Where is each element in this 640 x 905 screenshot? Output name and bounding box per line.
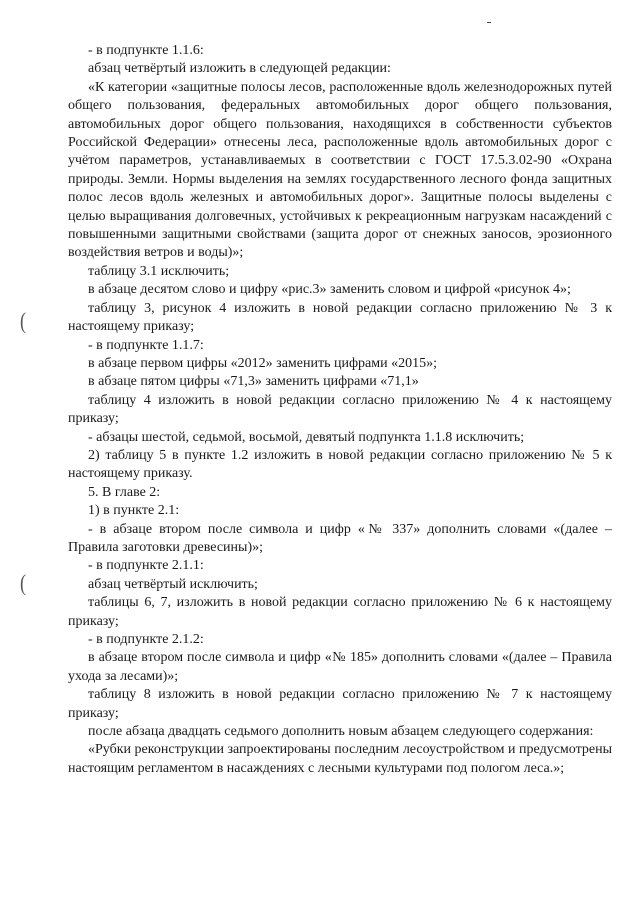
paragraph: таблицу 4 изложить в новой редакции согласно приложению № 4 к настоящему приказу;: [68, 392, 612, 427]
binding-hole-mark: (: [20, 569, 26, 596]
paragraph: - в абзаце втором после символа и цифр «№ 337» дополнить словами «(далее – Правила заготовки древесины)»;: [68, 521, 612, 555]
paragraph: - абзацы шестой, седьмой, восьмой, девятый подпункта 1.1.8 исключить;: [88, 429, 525, 445]
paragraph: - в подпункте 1.1.7:: [88, 337, 204, 353]
paragraph: абзац четвёртый исключить;: [88, 576, 258, 592]
paragraph: - в подпункте 2.1.2:: [88, 632, 204, 647]
binding-hole-mark: (: [20, 307, 26, 334]
paragraph: «Рубки реконструкции запроектированы последним лесоустройством и предусмотрены настоящим регламентом в насаждениях с лесными культурами под пологом леса.»;: [68, 742, 612, 776]
paragraph: таблицу 3.1 исключить;: [88, 263, 230, 279]
paragraph: 2) таблицу 5 в пункте 1.2 изложить в новой редакции согласно приложению № 5 к настоящему приказу.: [68, 447, 612, 482]
paragraph: в абзаце втором после символа и цифр «№ 185» дополнить словами «(далее – Правила ухода за лесами)»;: [68, 650, 612, 684]
scan-speck: [487, 22, 491, 23]
paragraph: в абзаце первом цифры «2012» заменить цифрами «2015»;: [88, 355, 437, 371]
paragraph: после абзаца двадцать седьмого дополнить новым абзацем следующего содержания:: [88, 724, 594, 740]
paragraph: таблицу 8 изложить в новой редакции согласно приложению № 7 к настоящему приказу;: [68, 687, 612, 721]
paragraph: абзац четвёртый изложить в следующей редакции:: [88, 61, 391, 77]
document-body: [68, 42, 612, 778]
paragraph: таблицы 6, 7, изложить в новой редакции согласно приложению № 6 к настоящему приказу;: [68, 595, 612, 629]
paragraph: 5. В главе 2:: [88, 484, 161, 500]
paragraph: 1) в пункте 2.1:: [88, 503, 180, 519]
paragraph: «К категории «защитные полосы лесов, расположенные вдоль железнодорожных путей общего пользования, федеральных автомобильных дорог общего пользования, автомобильных дорог общего пользования, находящихся в собственности субъектов Российской Федерации» отнесены леса, расположенные вдоль автомобильных дорог с учётом параметров, устанавливаемых в соответствии с ГОСТ 17.5.3.02-90 «Охрана природы. Земли. Нормы выделения на землях государственного лесного фонда защитных полос лесов вдоль железных и автомобильных дорог». Защитные полосы выделены с целью выращивания долговечных, устойчивых к рекреационным нагрузкам насаждений с повышенными защитными свойствами (защита дорог от снежных заносов, эрозионного воздействия ветров и воды)»;: [68, 79, 612, 261]
paragraph: - в подпункте 1.1.6:: [88, 43, 204, 58]
paragraph: в абзаце пятом цифры «71,3» заменить цифрами «71,1»: [88, 374, 419, 390]
paragraph: в абзаце десятом слово и цифру «рис.3» заменить словом и цифрой «рисунок 4»;: [88, 282, 571, 298]
paragraph: таблицу 3, рисунок 4 изложить в новой редакции согласно приложению № 3 к настоящему приказу;: [68, 300, 612, 335]
paragraph: - в подпункте 2.1.1:: [88, 558, 204, 574]
